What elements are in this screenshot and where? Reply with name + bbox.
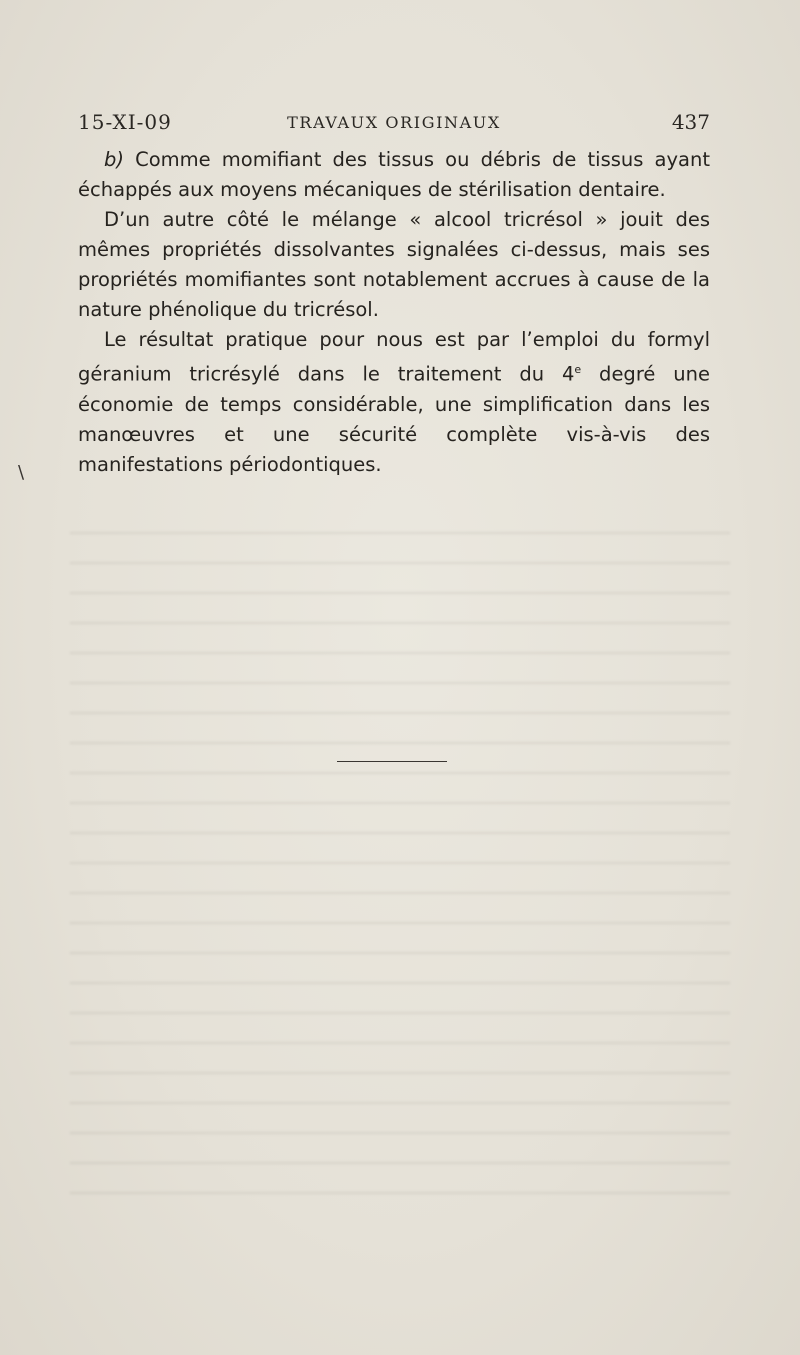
running-header (78, 110, 710, 138)
margin-mark: \ (18, 462, 25, 483)
list-label: b) (104, 148, 124, 171)
bleed-through-shadow (70, 510, 730, 1210)
superscript-e: e (574, 363, 582, 376)
paragraph-text: Comme momifiant des tissus ou débris de tissus ayant échappés aux moyens mécaniques de stérilisation dentaire. (78, 148, 710, 201)
header-date: 15-XI-09 (78, 110, 172, 134)
paragraph-text-after: degré une économie de temps considérable, une simplification dans les manœuvres et une sécurité complète vis-à-vis des manifestations périodontiques. (78, 362, 711, 476)
paragraph-resultat (78, 325, 710, 480)
paragraph-b (78, 145, 710, 205)
article-body (78, 145, 710, 480)
header-title: TRAVAUX ORIGINAUX (287, 113, 501, 132)
paragraph-alcool-tricresol: D’un autre côté le mélange « alcool tricrésol » jouit des mêmes propriétés dissolvantes signalées ci-dessus, mais ses propriétés momifiantes sont notablement accrues à cause de la nature phénolique du tricrésol. (78, 208, 710, 321)
page-number: 437 (671, 110, 710, 134)
section-end-rule (337, 761, 447, 762)
paragraph-text-before: Le résultat pratique pour nous est par l’emploi du formyl géranium tricrésylé dans le traitement du 4 (78, 328, 710, 386)
